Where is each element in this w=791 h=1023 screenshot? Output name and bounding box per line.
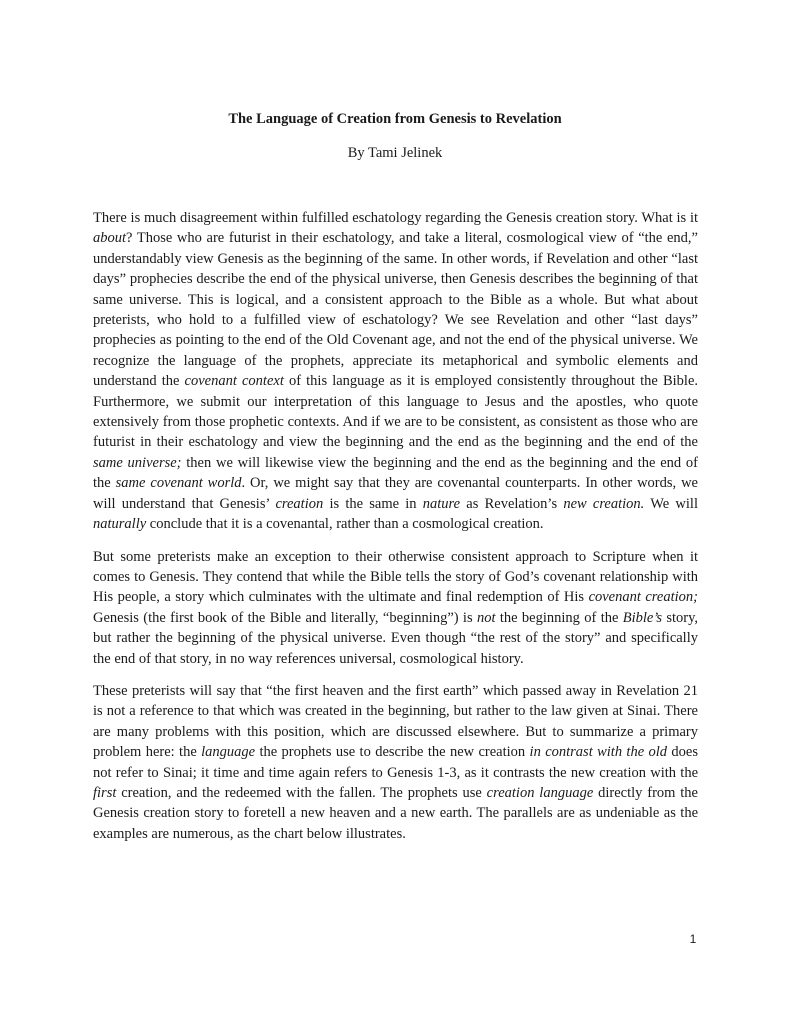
paragraph-2 <box>93 547 698 669</box>
paragraph-text: directly from the Genesis creation story to foretell a new heaven and a new earth. The parallels are as undeniable as the examples are numerous, as the chart below illustrates. <box>93 784 698 842</box>
page-number: 1 <box>689 932 697 946</box>
emphasis-text: covenant context <box>184 373 284 390</box>
emphasis-text: same covenant world <box>115 475 242 492</box>
emphasis-text: in contrast with the old <box>529 744 668 761</box>
paragraph-text: conclude that it is a covenantal, rather than a cosmological creation. <box>146 516 544 533</box>
author-byline: By Tami Jelinek <box>347 145 443 161</box>
paragraph-text: does not refer to Sinai; it time and time again refers to Genesis 1-3, as it contrasts the new creation with the <box>93 744 698 781</box>
document-title: The Language of Creation from Genesis to Revelation <box>228 111 562 127</box>
paragraph-text: the prophets use to describe the new creation <box>255 744 530 761</box>
emphasis-text: not <box>476 609 496 626</box>
paragraph-text: But some preterists make an exception to their otherwise consistent approach to Scripture when it comes to Genesis. They contend that while the Bible tells the story of God’s covenant relationship with His people, a story which culminates with the ultimate and final redemption of His <box>93 548 698 606</box>
paragraph-text: . Or, we might say that they are covenantal counterparts. In other words, we will understand that Genesis’ <box>93 475 698 512</box>
paragraph-text: We will <box>644 495 698 512</box>
emphasis-text: about <box>93 230 127 247</box>
paragraph-text: the beginning of the <box>495 609 623 626</box>
emphasis-text: covenant creation; <box>588 589 698 606</box>
paragraph-text: ? Those who are futurist in their eschatology, and take a literal, cosmological view of “the end,” understandably view Genesis as the beginning of the same. In other words, if Revelation and other “last days” prophecies describe the end of the physical universe, then Genesis describes the beginning of that same universe. This is logical, and a consistent approach to the Bible as a whole. But what about preterists, who hold to a fulfilled view of eschatology? We see Revelation and other “last days” prophecies as pointing to the end of the Old Covenant age, and not the end of the physical universe. We recognize the language of the prophets, appreciate its metaphorical and symbolic elements and understand the <box>93 230 698 390</box>
paragraph-text: as Revelation’s <box>460 495 564 512</box>
paragraph-text: is the same in <box>323 495 423 512</box>
paragraph-text: Genesis (the first book of the Bible and literally, “beginning”) is <box>93 609 477 626</box>
paragraph-text: story, but rather the beginning of the physical universe. Even though “the rest of the story” and specifically the end of that story, in no way references universal, cosmological history. <box>93 609 699 667</box>
emphasis-text: creation language <box>486 784 594 801</box>
emphasis-text: same universe; <box>93 454 182 471</box>
paragraph-text: These preterists will say that “the first heaven and the first earth” which passed away in Revelation 21 is not a reference to that which was created in the beginning, but rather to the law given at Sinai. There are many problems with this position, which are discussed elsewhere. But to summarize a primary problem here: the <box>93 682 698 761</box>
emphasis-text: first <box>93 784 117 801</box>
emphasis-text: Bible’s <box>622 609 662 626</box>
emphasis-text: nature <box>422 495 461 512</box>
paragraph-text: then we will likewise view the beginning and the end as the beginning and the end of the <box>93 454 698 492</box>
paragraph-text: creation, and the redeemed with the fallen. The prophets use <box>116 784 487 801</box>
emphasis-text: language <box>201 744 256 761</box>
paragraph-text: of this language as it is employed consistently throughout the Bible. Furthermore, we submit our interpretation of this language to Jesus and the apostles, who quote extensively from those prophetic contexts. And if we are to be consistent, as consistent as those who are futurist in their eschatology and view the beginning and the end as the beginning and the end of the <box>93 373 699 451</box>
emphasis-text: naturally <box>93 516 147 533</box>
emphasis-text: new creation. <box>563 495 645 512</box>
paragraph-text: There is much disagreement within fulfilled eschatology regarding the Genesis creation story. What is it <box>93 210 698 226</box>
paragraph-3 <box>93 681 698 844</box>
emphasis-text: creation <box>275 495 324 512</box>
document-body <box>93 208 698 856</box>
paragraph-1 <box>93 208 698 535</box>
